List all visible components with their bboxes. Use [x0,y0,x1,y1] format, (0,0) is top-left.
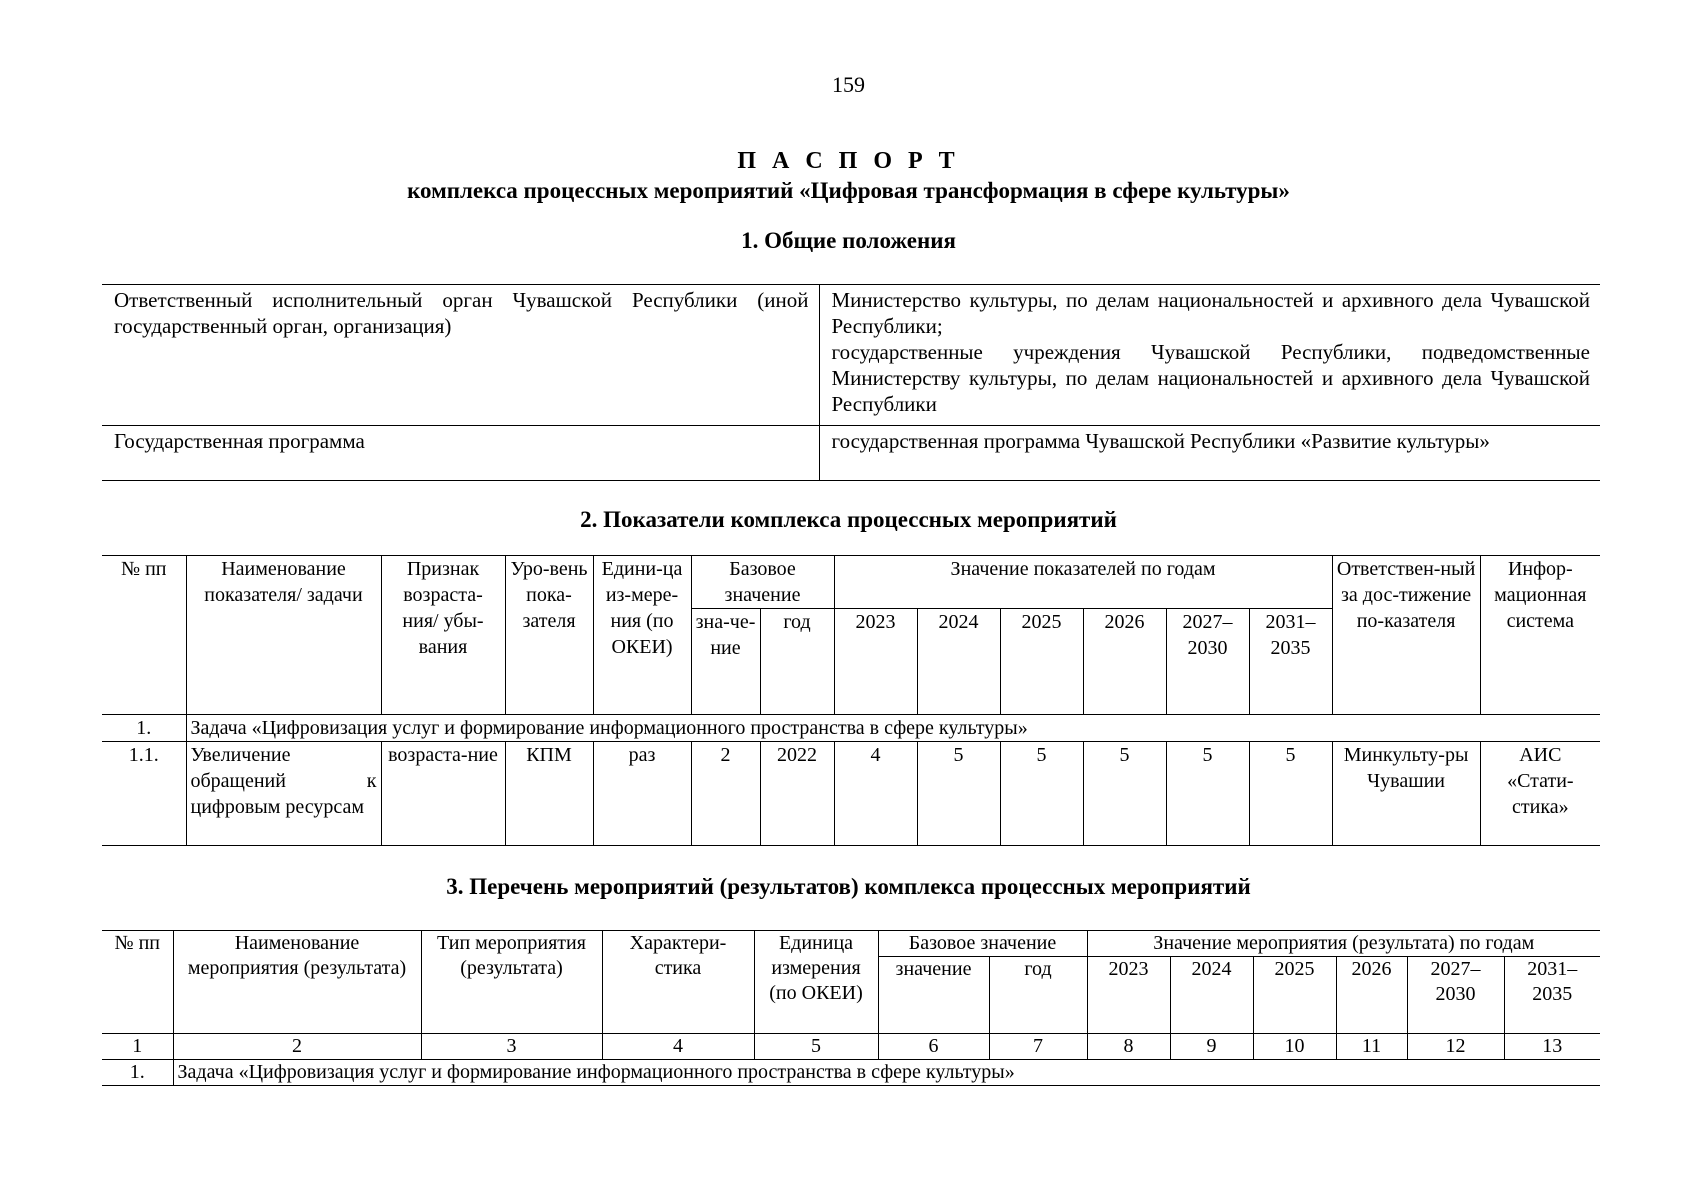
header-year: 2026 [1083,609,1166,715]
document-subtitle: комплекса процессных мероприятий «Цифровая трансформация в сфере культуры» [407,178,1290,203]
program-label: Государственная программа [102,426,819,481]
header-responsible: Ответствен-ный за дос-тижение по-казателя [1332,556,1480,715]
header-type: Тип мероприятия (результата) [421,931,602,1034]
header-year: 2031–2035 [1249,609,1332,715]
row-base-value: 2 [691,742,760,846]
general-provisions-table [102,284,1600,481]
column-number: 10 [1253,1034,1336,1060]
header-base-value: значение [878,957,989,1034]
header-num: № пп [102,556,186,715]
row-level: КПМ [505,742,593,846]
header-year: 2024 [1170,957,1253,1034]
task-num: 1. [102,715,186,742]
table-row [102,285,1600,426]
header-year: 2024 [917,609,1000,715]
header-years-group: Значение показателей по годам [834,556,1332,609]
row-name: Увеличение обращений к цифровым ресурсам [186,742,381,846]
header-base-year: год [989,957,1087,1034]
header-row [102,556,1600,609]
header-sign: Признак возраста-ния/ убы-вания [381,556,505,715]
activities-table [102,930,1600,1086]
column-number: 3 [421,1034,602,1060]
row-responsible: Минкульту-ры Чувашии [1332,742,1480,846]
header-year: 2025 [1000,609,1083,715]
row-value: 5 [1000,742,1083,846]
program-value: государственная программа Чувашской Республики «Развитие культуры» [819,426,1600,481]
header-year: 2027–2030 [1166,609,1249,715]
section3-heading: 3. Перечень мероприятий (результатов) комплекса процессных мероприятий [446,874,1251,899]
row-value: 4 [834,742,917,846]
task-text: Задача «Цифровизация услуг и формирование информационного пространства в сфере культуры» [173,1060,1600,1086]
header-year: 2023 [834,609,917,715]
column-number: 2 [173,1034,421,1060]
table-row [102,426,1600,481]
header-year: 2027–2030 [1407,957,1504,1034]
column-number-row [102,1034,1600,1060]
header-year: 2031–2035 [1504,957,1600,1034]
header-characteristic: Характери-стика [602,931,754,1034]
row-system: АИС «Стати-стика» [1480,742,1600,846]
column-number: 4 [602,1034,754,1060]
column-number: 6 [878,1034,989,1060]
indicators-table [102,555,1600,846]
column-number: 12 [1407,1034,1504,1060]
responsible-value-line: государственные учреждения Чувашской Республики, подведомственные Министерству культуры, по делам национальностей и архивного дела Чувашской Республики [831,340,1590,416]
row-unit: раз [593,742,691,846]
column-number: 9 [1170,1034,1253,1060]
task-row [102,1060,1600,1086]
header-system: Инфор-мационная система [1480,556,1600,715]
header-row [102,931,1600,957]
row-num: 1.1. [102,742,186,846]
row-sign: возраста-ние [381,742,505,846]
page-number: 159 [832,72,865,97]
header-unit: Едини-ца из-мере-ния (по ОКЕИ) [593,556,691,715]
section2-heading: 2. Показатели комплекса процессных мероприятий [580,507,1117,532]
responsible-value [819,285,1600,426]
task-text: Задача «Цифровизация услуг и формирование информационного пространства в сфере культуры» [186,715,1600,742]
header-years-group: Значение мероприятия (результата) по годам [1087,931,1600,957]
column-number: 5 [754,1034,878,1060]
row-value: 5 [917,742,1000,846]
header-base: Базовое значение [691,556,834,609]
row-base-year: 2022 [760,742,834,846]
section1-heading: 1. Общие положения [741,228,956,253]
responsible-value-line: Министерство культуры, по делам национальностей и архивного дела Чувашской Республики; [831,288,1590,338]
task-row [102,715,1600,742]
header-name: Наименование показателя/ задачи [186,556,381,715]
header-base-year: год [760,609,834,715]
header-year: 2025 [1253,957,1336,1034]
document-title: П А С П О Р Т [737,148,960,174]
column-number: 7 [989,1034,1087,1060]
column-number: 1 [102,1034,173,1060]
column-number: 8 [1087,1034,1170,1060]
header-base: Базовое значение [878,931,1087,957]
header-year: 2023 [1087,957,1170,1034]
row-value: 5 [1083,742,1166,846]
task-num: 1. [102,1060,173,1086]
header-name: Наименование мероприятия (результата) [173,931,421,1034]
header-unit: Единица измерения (по ОКЕИ) [754,931,878,1034]
column-number: 13 [1504,1034,1600,1060]
row-value: 5 [1166,742,1249,846]
header-base-value: зна-че-ние [691,609,760,715]
responsible-label: Ответственный исполнительный орган Чувашской Республики (иной государственный орган, организация) [102,285,819,426]
table-row [102,742,1600,846]
header-num: № пп [102,931,173,1034]
row-value: 5 [1249,742,1332,846]
column-number: 11 [1336,1034,1407,1060]
header-year: 2026 [1336,957,1407,1034]
header-level: Уро-вень пока-зателя [505,556,593,715]
